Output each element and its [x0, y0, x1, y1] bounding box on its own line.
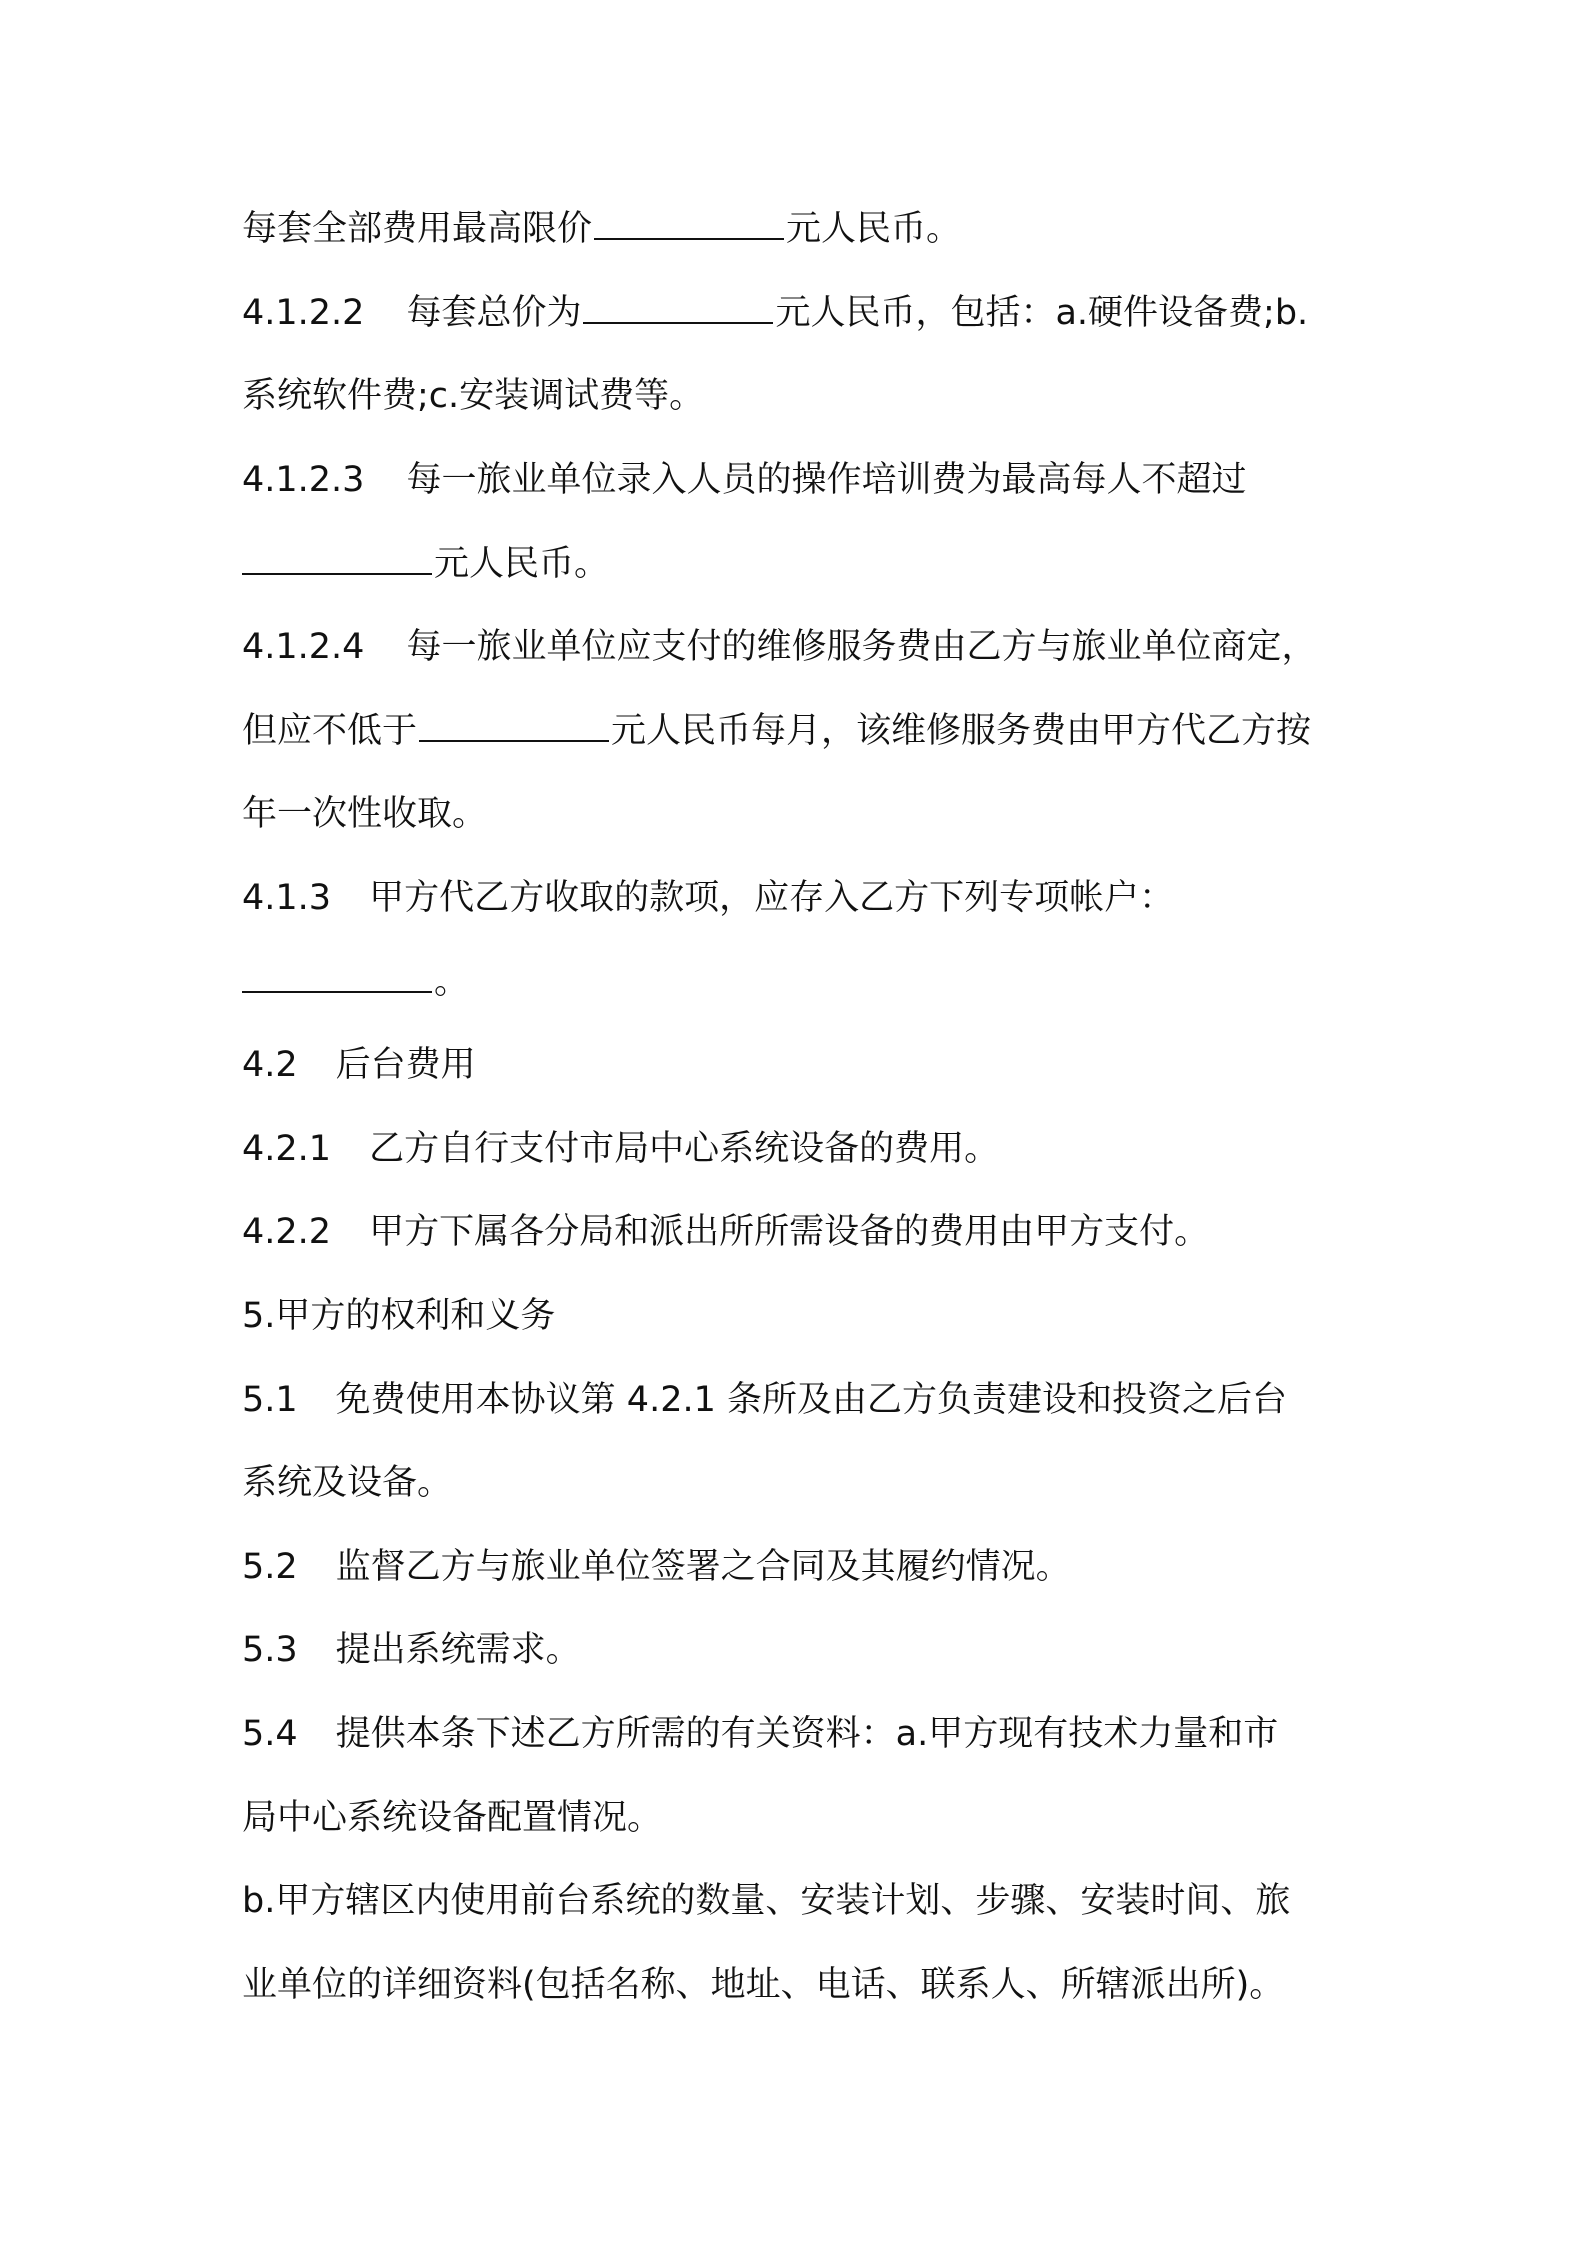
- fill-in-blank: [242, 959, 432, 993]
- clause-number: 5.3: [242, 1630, 298, 1670]
- doc-line-7: [242, 708, 1362, 754]
- line-text: 每套总价为: [406, 293, 582, 333]
- doc-line-3: [242, 373, 1362, 419]
- doc-line-8: [242, 791, 1362, 837]
- line-text: 甲方下属各分局和派出所所需设备的费用由甲方支付。: [369, 1212, 1210, 1252]
- line-text: 年一次性收取。: [242, 794, 488, 834]
- line-text: 监督乙方与旅业单位签署之合同及其履约情况。: [335, 1547, 1071, 1587]
- doc-line-6: [242, 624, 1362, 670]
- section-heading: 后台费用: [335, 1045, 476, 1085]
- clause-number: 4.1.2.2: [242, 293, 365, 333]
- line-text: 系统及设备。: [242, 1463, 453, 1503]
- doc-line-12: [242, 1126, 1362, 1172]
- section-heading: 5.甲方的权利和义务: [242, 1296, 556, 1336]
- doc-line-19: [242, 1711, 1362, 1757]
- doc-line-20: [242, 1795, 1362, 1841]
- line-text: b.甲方辖区内使用前台系统的数量、安装计划、步骤、安装时间、旅: [242, 1881, 1291, 1921]
- doc-line-17: [242, 1544, 1362, 1590]
- clause-number: 4.1.3: [242, 878, 332, 918]
- line-text: 乙方自行支付市局中心系统设备的费用。: [369, 1129, 1000, 1169]
- doc-line-22: [242, 1962, 1362, 2008]
- line-text: 业单位的详细资料(包括名称、地址、电话、联系人、所辖派出所)。: [242, 1965, 1285, 2005]
- line-text: 系统软件费;c.安装调试费等。: [242, 376, 705, 416]
- doc-line-1: [242, 206, 1362, 252]
- line-text: 元人民币每月，该维修服务费由甲方代乙方按: [611, 711, 1312, 751]
- fill-in-blank: [242, 541, 432, 575]
- clause-number: 4.2: [242, 1045, 298, 1085]
- line-text: 甲方代乙方收取的款项，应存入乙方下列专项帐户：: [369, 878, 1175, 918]
- doc-line-21: [242, 1878, 1362, 1924]
- line-text: 免费使用本协议第 4.2.1 条所及由乙方负责建设和投资之后台: [335, 1380, 1287, 1420]
- line-text: 每一旅业单位录入人员的操作培训费为最高每人不超过: [406, 460, 1247, 500]
- clause-number: 5.4: [242, 1714, 298, 1754]
- fill-in-blank: [583, 290, 773, 324]
- clause-number: 4.2.2: [242, 1212, 332, 1252]
- doc-line-4: [242, 457, 1362, 503]
- fill-in-blank: [419, 708, 609, 742]
- doc-line-14: [242, 1293, 1362, 1339]
- line-text: 但应不低于: [242, 711, 418, 751]
- line-text: 提出系统需求。: [335, 1630, 581, 1670]
- line-text: 元人民币。: [786, 209, 962, 249]
- doc-line-10: [242, 959, 1362, 1005]
- line-text: 。: [434, 962, 470, 1002]
- clause-number: 4.2.1: [242, 1129, 332, 1169]
- clause-number: 5.2: [242, 1547, 298, 1587]
- doc-line-18: [242, 1627, 1362, 1673]
- fill-in-blank: [594, 206, 784, 240]
- doc-line-9: [242, 875, 1362, 921]
- line-text: 提供本条下述乙方所需的有关资料：a.甲方现有技术力量和市: [335, 1714, 1279, 1754]
- doc-line-16: [242, 1460, 1362, 1506]
- doc-line-2: [242, 290, 1362, 336]
- clause-number: 5.1: [242, 1380, 298, 1420]
- doc-line-5: [242, 541, 1362, 587]
- doc-line-13: [242, 1209, 1362, 1255]
- clause-number: 4.1.2.3: [242, 460, 365, 500]
- clause-number: 4.1.2.4: [242, 627, 365, 667]
- doc-line-11: [242, 1042, 1362, 1088]
- line-text: 每套全部费用最高限价: [242, 209, 593, 249]
- line-text: 元人民币。: [434, 544, 610, 584]
- doc-line-15: [242, 1377, 1362, 1423]
- line-text: 每一旅业单位应支付的维修服务费由乙方与旅业单位商定，: [406, 627, 1317, 667]
- line-text: 局中心系统设备配置情况。: [242, 1798, 663, 1838]
- line-text: 元人民币，包括：a.硬件设备费;b.: [775, 293, 1309, 333]
